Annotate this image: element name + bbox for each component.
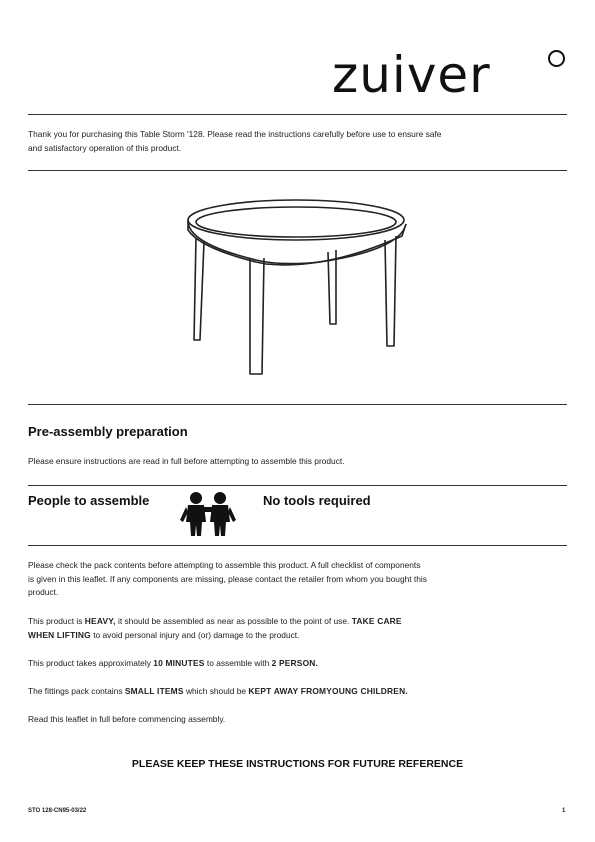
brand-logo: zuiver (332, 46, 491, 104)
intro-line-2: and satisfactory operation of this product. (28, 142, 182, 153)
emphasis: HEAVY, (84, 616, 116, 626)
no-tools-required-label: No tools required (263, 493, 371, 508)
text-line (28, 615, 558, 629)
page-number: 1 (562, 808, 566, 814)
divider (28, 485, 567, 486)
text: to assemble with (204, 658, 272, 668)
text-line (28, 629, 558, 643)
text: The fittings pack contains (28, 686, 125, 696)
pre-assembly-text: Please ensure instructions are read in full before attempting to assemble this product. (28, 456, 345, 466)
emphasis: KEPT AWAY FROMYOUNG CHILDREN. (248, 686, 408, 696)
text-line: product. (28, 587, 59, 597)
divider (28, 114, 567, 115)
text: to avoid personal injury and (or) damage to the product. (90, 629, 300, 640)
two-people-icon (176, 490, 240, 538)
text: This product is (28, 616, 85, 626)
people-to-assemble-label: People to assemble (28, 493, 150, 508)
pre-assembly-heading: Pre-assembly preparation (28, 424, 188, 439)
text: This product takes approximately (28, 658, 154, 668)
text-line: Please check the pack contents before attempting to assemble this product. A full checklist of components (28, 560, 421, 570)
emphasis: 10 MINUTES (153, 658, 205, 668)
emphasis: WHEN LIFTING (28, 629, 91, 640)
heavy-paragraph (28, 615, 558, 642)
divider (28, 170, 567, 171)
small-items-paragraph (28, 685, 558, 699)
divider (28, 545, 567, 546)
emphasis: TAKE CARE (351, 616, 402, 626)
intro-text (28, 128, 558, 155)
emphasis: SMALL ITEMS (124, 686, 184, 696)
pack-contents-paragraph (28, 559, 558, 600)
text: it should be assembled as near as possible to the point of use. (115, 616, 352, 626)
read-leaflet-paragraph: Read this leaflet in full before commencing assembly. (28, 714, 226, 724)
text-line: is given in this leaflet. If any components are missing, please contact the retailer from whom you bought this (28, 573, 427, 584)
round-table-illustration (180, 190, 420, 390)
emphasis: 2 PERSON. (271, 658, 319, 668)
logo-ring-icon (548, 50, 565, 67)
text: which should be (183, 686, 249, 696)
keep-instructions-notice: PLEASE KEEP THESE INSTRUCTIONS FOR FUTURE REFERENCE (131, 758, 464, 770)
document-code: STO 128-CN95-03/22 (28, 808, 87, 814)
divider (28, 404, 567, 405)
intro-line-1: Thank you for purchasing this Table Storm '128. Please read the instructions carefully before use to ensure safe (28, 129, 442, 139)
time-paragraph (28, 657, 558, 671)
